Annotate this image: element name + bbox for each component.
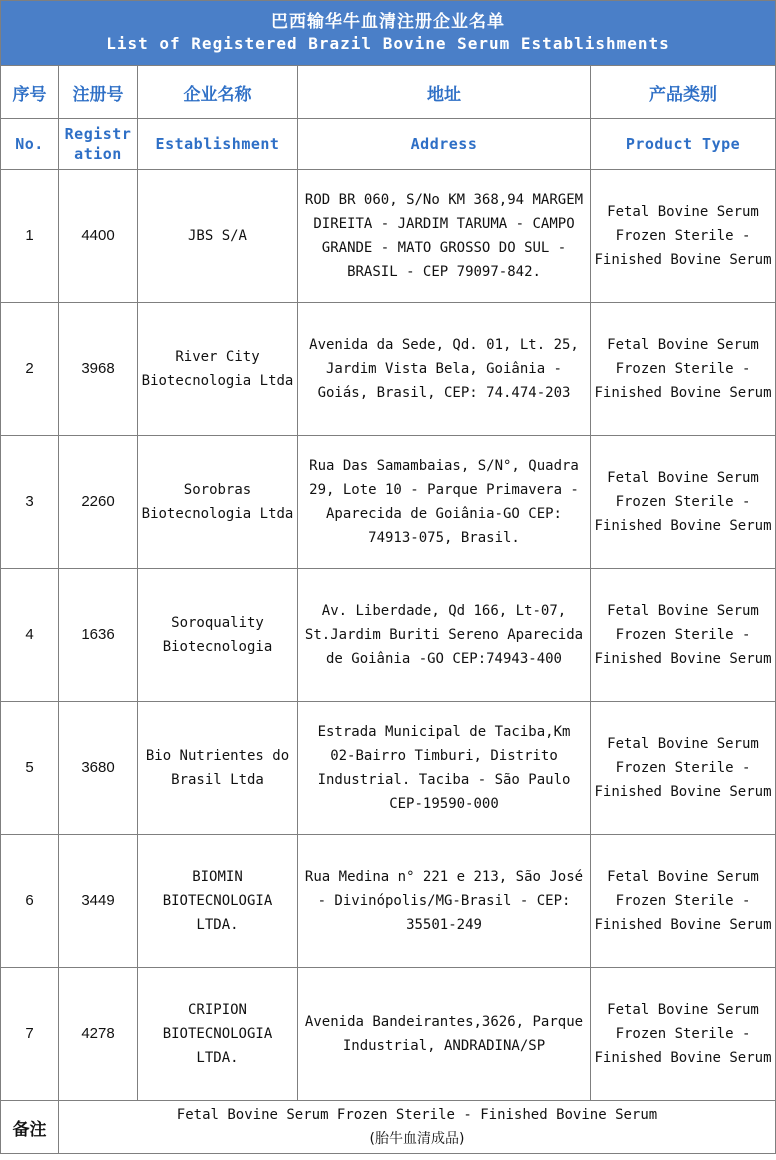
header-product-en: Product Type [591,119,776,170]
row-product: Fetal Bovine Serum Frozen Sterile - Finished Bovine Serum [591,303,776,436]
row-address: Rua Medina n° 221 e 213, São José - Divinópolis/MG-Brasil - CEP: 35501-249 [298,835,591,968]
row-address: Avenida da Sede, Qd. 01, Lt. 25, Jardim Vista Bela, Goiânia - Goiás, Brasil, CEP: 74.474-203 [298,303,591,436]
table-row [1,835,776,968]
table-row [1,702,776,835]
row-no: 4 [1,569,59,702]
header-reg-en: Registr ation [59,119,138,170]
row-reg: 3449 [59,835,138,968]
header-product-cn: 产品类别 [591,66,776,119]
row-name: JBS S/A [138,170,298,303]
header-no-cn: 序号 [1,66,59,119]
row-reg: 4400 [59,170,138,303]
table-row [1,170,776,303]
row-reg: 4278 [59,968,138,1101]
row-name: CRIPION BIOTECNOLOGIA LTDA. [138,968,298,1101]
row-no: 3 [1,436,59,569]
row-name: Sorobras Biotecnologia Ltda [138,436,298,569]
row-no: 5 [1,702,59,835]
row-address: ROD BR 060, S/No KM 368,94 MARGEM DIREITA - JARDIM TARUMA - CAMPO GRANDE - MATO GROSSO DO SUL - BRASIL - CEP 79097-842. [298,170,591,303]
row-reg: 1636 [59,569,138,702]
row-product: Fetal Bovine Serum Frozen Sterile - Finished Bovine Serum [591,702,776,835]
table-row [1,569,776,702]
row-no: 2 [1,303,59,436]
row-no: 6 [1,835,59,968]
row-reg: 3680 [59,702,138,835]
row-reg: 3968 [59,303,138,436]
row-address: Av. Liberdade, Qd 166, Lt-07, St.Jardim Buriti Sereno Aparecida de Goiânia -GO CEP:74943-400 [298,569,591,702]
row-no: 1 [1,170,59,303]
note-chinese: (胎牛血清成品) [369,1131,465,1147]
note-label: 备注 [1,1101,59,1154]
header-name-cn: 企业名称 [138,66,298,119]
table-row [1,303,776,436]
row-name: Bio Nutrientes do Brasil Ltda [138,702,298,835]
header-row-english [1,119,776,170]
header-reg-cn: 注册号 [59,66,138,119]
table-row [1,436,776,569]
row-product: Fetal Bovine Serum Frozen Sterile - Finished Bovine Serum [591,968,776,1101]
table-row [1,968,776,1101]
row-name: BIOMIN BIOTECNOLOGIA LTDA. [138,835,298,968]
row-product: Fetal Bovine Serum Frozen Sterile - Finished Bovine Serum [591,170,776,303]
row-name: Soroquality Biotecnologia [138,569,298,702]
title-english: List of Registered Brazil Bovine Serum Establishments [106,34,670,53]
table-title [1,1,776,66]
row-address: Estrada Municipal de Taciba,Km 02-Bairro Timburi, Distrito Industrial. Taciba - São Paulo CEP-19590-000 [298,702,591,835]
row-name: River City Biotecnologia Ltda [138,303,298,436]
header-address-en: Address [298,119,591,170]
header-address-cn: 地址 [298,66,591,119]
row-address: Avenida Bandeirantes,3626, Parque Industrial, ANDRADINA/SP [298,968,591,1101]
row-product: Fetal Bovine Serum Frozen Sterile - Finished Bovine Serum [591,436,776,569]
title-chinese: 巴西输华牛血清注册企业名单 [271,12,505,32]
row-address: Rua Das Samambaias, S/N°, Quadra 29, Lote 10 - Parque Primavera - Aparecida de Goiânia-GO CEP: 74913-075, Brasil. [298,436,591,569]
note-row [1,1101,776,1154]
row-product: Fetal Bovine Serum Frozen Sterile - Finished Bovine Serum [591,569,776,702]
row-reg: 2260 [59,436,138,569]
row-product: Fetal Bovine Serum Frozen Sterile - Finished Bovine Serum [591,835,776,968]
note-english: Fetal Bovine Serum Frozen Sterile - Finished Bovine Serum [176,1107,658,1123]
row-no: 7 [1,968,59,1101]
header-no-en: No. [1,119,59,170]
note-content [59,1101,776,1154]
header-row-chinese [1,66,776,119]
header-name-en: Establishment [138,119,298,170]
